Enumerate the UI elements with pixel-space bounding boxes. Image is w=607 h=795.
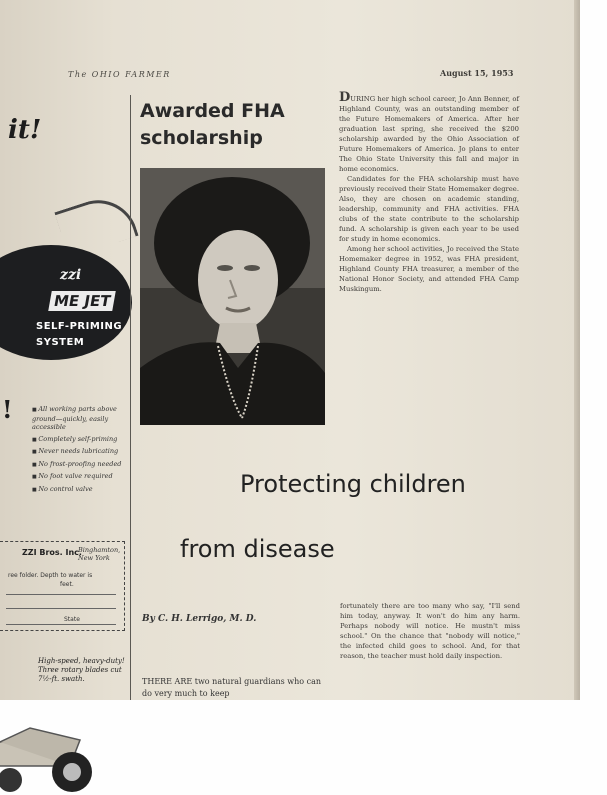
drop-cap: D <box>339 90 351 105</box>
article-paragraph: Among her school activities, Jo received the State Homemaker degree in 1952, was FHA president, Highland County FHA treasurer, a member of the National Honor Society, and attended FHA Camp Muskingum. <box>339 245 519 293</box>
page-edge <box>574 0 580 700</box>
ad-feature: ■ Completely self-priming <box>32 435 128 445</box>
running-head: The OHIO FARMER <box>68 70 171 79</box>
ad-coupon-text: feet. <box>60 581 74 588</box>
ad-feature: ■ All working parts above ground—quickly, easily accessible <box>32 405 128 432</box>
advertisement <box>0 95 130 700</box>
issue-date: August 15, 1953 <box>440 68 514 78</box>
tractor-illustration <box>0 720 130 795</box>
article-headline: Awarded FHA scholarship <box>140 100 285 149</box>
ad-bang: ! <box>2 395 13 424</box>
coupon-rule <box>6 608 116 609</box>
feature-lead: THERE ARE two natural guardians who can do very much to keep <box>142 677 322 698</box>
ad-feature: ■ No control valve <box>32 485 128 495</box>
feature-byline: By C. H. Lerrigo, M. D. <box>142 614 257 624</box>
ad-brand-jet: ME JET <box>48 291 116 311</box>
ad-system: SYSTEM <box>36 337 85 348</box>
ad-company: ZZI Bros. Inc. <box>22 548 82 557</box>
feature-column: fortunately there are too many who say, "I'll send him today, anyway. It won't do him any harm. Perhaps nobody will notice. He mustn't miss school." On the chance that "nobody will notice," the infected child goes to school. And, for that reason, the teacher must hold daily inspection. <box>340 602 520 660</box>
coupon-rule <box>6 624 116 625</box>
ad-mower-copy: High-speed, heavy-duty! Three rotary blades cut 7½-ft. swath. <box>38 657 125 683</box>
article-body <box>339 90 519 294</box>
ad-city: Binghamton, New York <box>78 546 121 562</box>
ad-feature: ■ No foot valve required <box>32 472 128 482</box>
article-paragraph: URING her high school career, Jo Ann Benner, of Highland County, was an outstanding member of the Future Homemakers of America. After her graduation last spring, she received the $200 scholarship awarded by the Ohio Association of Future Homemakers of America. Jo plans to enter The Ohio State University this fall and major in home economics. <box>339 95 519 173</box>
coupon-rule <box>6 594 116 595</box>
feature-title-line1: Protecting children <box>240 470 466 498</box>
ad-feature-list <box>6 405 128 497</box>
ad-coupon-text: State <box>64 616 80 623</box>
ad-coupon-text: ree folder. Depth to water is <box>8 572 93 579</box>
ad-feature: ■ Never needs lubricating <box>32 447 128 457</box>
ad-feature: ■ No frost-proofing needed <box>32 460 128 470</box>
ad-exclaim: it! <box>8 115 42 145</box>
column-rule <box>130 95 131 700</box>
article-paragraph: Candidates for the FHA scholarship must have previously received their State Homemaker degree. Also, they are chosen on academic standing, leadership, community and FHA activities. FHA clubs of the state contribute to the scholarship fund. A scholarship is given each year to be used for study in home economics. <box>339 175 519 243</box>
ad-brand-script: zzi <box>60 267 82 283</box>
ad-self-priming: SELF-PRIMING <box>36 321 123 332</box>
ad-coupon <box>0 541 125 631</box>
feature-title-line2: from disease <box>180 535 335 563</box>
portrait-photo <box>140 168 325 425</box>
